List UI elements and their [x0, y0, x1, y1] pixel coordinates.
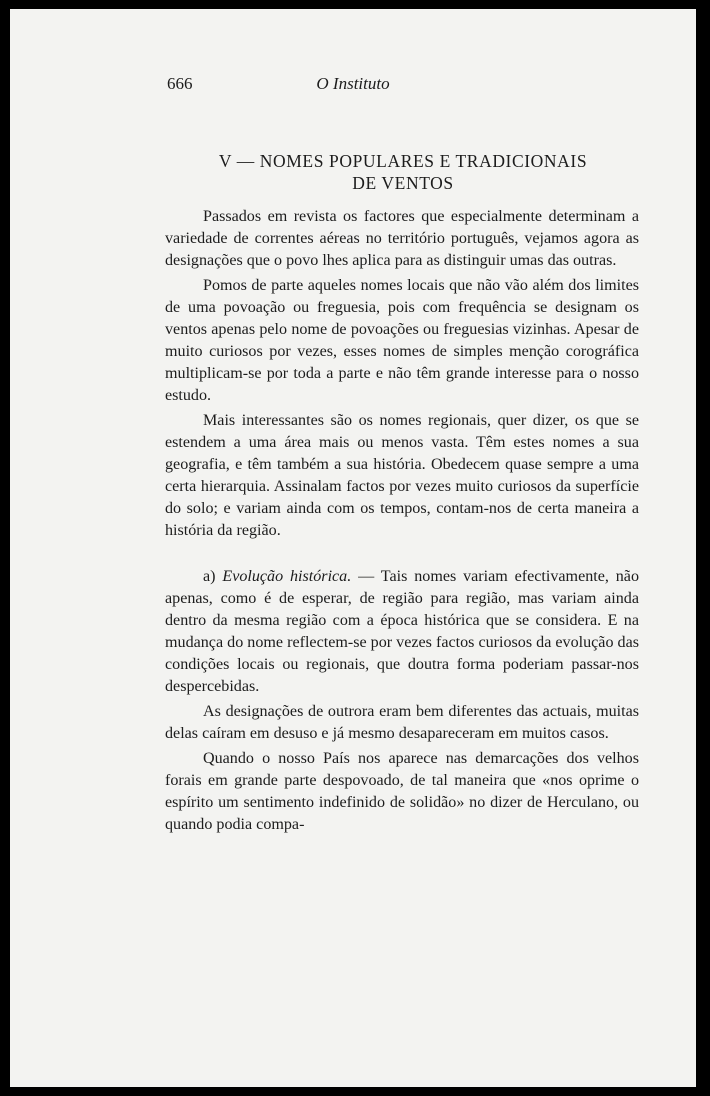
page-header [10, 74, 696, 98]
paragraph-4 [165, 566, 639, 698]
paragraph-6: Quando o nosso País nos aparece nas demarcações dos velhos forais em grande parte despovoado, de tal maneira que «nos oprime o espírito um sentimento indefinido de solidão» no dizer de Herculano, ou quando podia compa- [165, 750, 639, 833]
paragraph-1: Passados em revista os factores que especialmente determinam a variedade de correntes aéreas no território português, vejamos agora as designações que o povo lhes aplica para as distinguir umas das outras. [165, 208, 639, 269]
subsection-heading: Evolução histórica. [222, 568, 352, 585]
running-title: O Instituto [316, 74, 390, 93]
paragraph-3: Mais interessantes são os nomes regionais, quer dizer, os que se estendem a uma área mais ou menos vasta. Têm estes nomes a sua geografia, e têm também a sua história. Obedecem quase sempre a uma certa hierarquia. Assinalam factos por vezes muito curiosos da superfície do solo; e variam ainda com os tempos, contam-nos de certa maneira a história da região. [165, 412, 639, 539]
page-number: 666 [167, 74, 193, 93]
section-title-line-1: V — NOMES POPULARES E TRADICIONAIS [218, 151, 588, 171]
subsection-label: a) [203, 568, 216, 585]
paragraph-2: Pomos de parte aqueles nomes locais que não vão além dos limites de uma povoação ou freguesia, pois com frequência se designam os ventos apenas pelo nome de povoações ou freguesias vizinhas. Apesar de muito curiosos por vezes, esses nomes de simples menção corográfica multiplicam-se por toda a parte e não têm grande interesse para o nosso estudo. [165, 277, 639, 404]
section-title [160, 150, 646, 194]
section-title-line-2: DE VENTOS [352, 173, 454, 193]
body-text [165, 206, 639, 839]
paragraph-4-text: — Tais nomes variam efectivamente, não apenas, como é de esperar, de região para região, mas variam ainda dentro da mesma região com a época histórica que se considera. E na mudança do nome reflectem-se por vezes factos curiosos da evolução das condições locais ou regionais, que doutra forma poderiam passar-nos despercebidas. [165, 568, 639, 695]
paragraph-5: As designações de outrora eram bem diferentes das actuais, muitas delas caíram em desuso e já mesmo desapareceram em muitos casos. [165, 703, 639, 742]
book-page [10, 9, 696, 1087]
